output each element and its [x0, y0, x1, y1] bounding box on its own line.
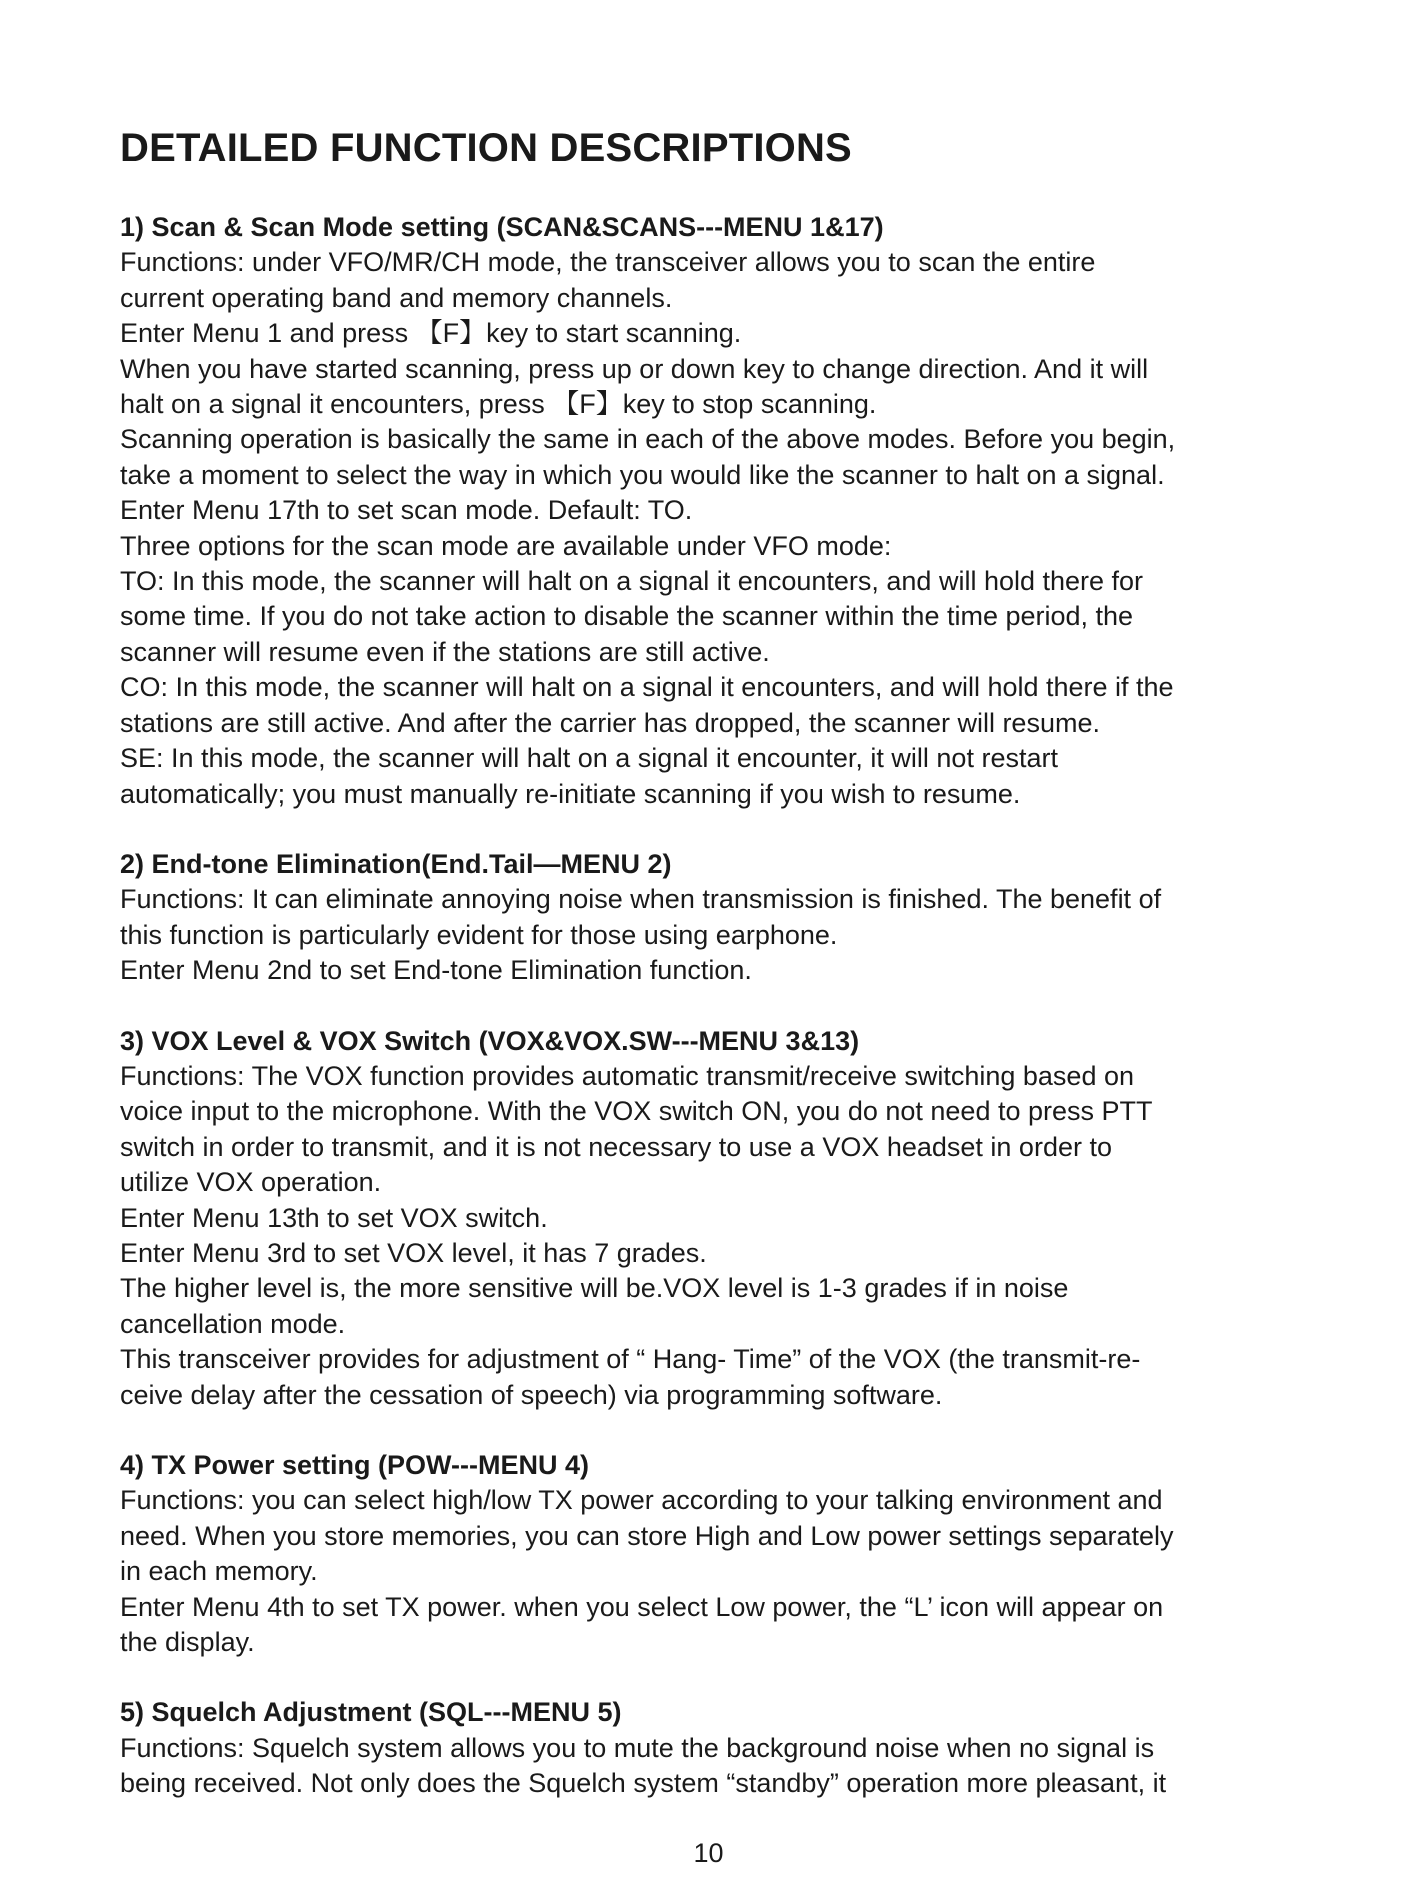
body-line: The higher level is, the more sensitive will be.VOX level is 1-3 grades if in noise: [120, 1273, 1069, 1304]
body-line: Enter Menu 2nd to set End-tone Elimination function.: [120, 955, 752, 986]
body-line: current operating band and memory channels.: [120, 282, 673, 313]
section-heading: 3) VOX Level & VOX Switch (VOX&VOX.SW---MENU 3&13): [120, 1025, 860, 1056]
body-line: this function is particularly evident for those using earphone.: [120, 919, 838, 950]
body-line: Enter Menu 17th to set scan mode. Default: TO.: [120, 495, 693, 526]
body-line: voice input to the microphone. With the VOX switch ON, you do not need to press PTT: [120, 1096, 1153, 1127]
section-squelch: [120, 1695, 1320, 1801]
body-line: automatically; you must manually re-initiate scanning if you wish to resume.: [120, 778, 1021, 809]
body-line: scanner will resume even if the stations are still active.: [120, 636, 770, 667]
section-heading: 5) Squelch Adjustment (SQL---MENU 5): [120, 1697, 622, 1728]
body-line: This transceiver provides for adjustment of “ Hang- Time” of the VOX (the transmit-re-: [120, 1344, 1141, 1375]
body-line: Enter Menu 1 and press 【F】key to start scanning.: [120, 318, 742, 349]
document-page: [120, 124, 1320, 1837]
body-line: Functions: under VFO/MR/CH mode, the transceiver allows you to scan the entire: [120, 247, 1096, 278]
body-line: the display.: [120, 1627, 255, 1658]
section-heading: 1) Scan & Scan Mode setting (SCAN&SCANS---MENU 1&17): [120, 212, 884, 242]
body-line: Functions: The VOX function provides automatic transmit/receive switching based on: [120, 1060, 1135, 1091]
body-line: Scanning operation is basically the same in each of the above modes. Before you begin,: [120, 424, 1176, 455]
body-line: switch in order to transmit, and it is not necessary to use a VOX headset in order to: [120, 1131, 1112, 1162]
body-line: being received. Not only does the Squelch system “standby” operation more pleasant, it: [120, 1768, 1167, 1799]
body-line: SE: In this mode, the scanner will halt on a signal it encounter, it will not restart: [120, 743, 1058, 774]
page-title: DETAILED FUNCTION DESCRIPTIONS: [120, 126, 852, 170]
section-heading: 2) End-tone Elimination(End.Tail—MENU 2): [120, 848, 672, 879]
page-number: 10: [693, 1838, 724, 1868]
body-line: Enter Menu 13th to set VOX switch.: [120, 1202, 548, 1233]
body-line: halt on a signal it encounters, press 【F】key to stop scanning.: [120, 389, 877, 420]
body-line: utilize VOX operation.: [120, 1167, 382, 1198]
body-line: take a moment to select the way in which you would like the scanner to halt on a signal.: [120, 459, 1165, 490]
body-line: stations are still active. And after the carrier has dropped, the scanner will resume.: [120, 707, 1100, 738]
body-line: Functions: It can eliminate annoying noise when transmission is finished. The benefit of: [120, 884, 1162, 915]
body-line: need. When you store memories, you can store High and Low power settings separately: [120, 1520, 1174, 1551]
section-heading: 4) TX Power setting (POW---MENU 4): [120, 1450, 589, 1480]
body-line: TO: In this mode, the scanner will halt on a signal it encounters, and will hold there for: [120, 566, 1144, 597]
body-line: Enter Menu 4th to set TX power. when you select Low power, the “L’ icon will appear on: [120, 1591, 1164, 1622]
section-scan: [120, 210, 1320, 812]
body-line: in each memory.: [120, 1556, 318, 1587]
body-line: CO: In this mode, the scanner will halt on a signal it encounters, and will hold there if the: [120, 672, 1174, 703]
body-line: ceive delay after the cessation of speech) via programming software.: [120, 1379, 943, 1410]
body-line: some time. If you do not take action to disable the scanner within the time period, the: [120, 601, 1134, 632]
body-line: Enter Menu 3rd to set VOX level, it has 7 grades.: [120, 1237, 707, 1268]
body-line: Functions: you can select high/low TX power according to your talking environment and: [120, 1485, 1163, 1516]
section-end-tone: [120, 847, 1320, 989]
section-vox: [120, 1024, 1320, 1413]
section-tx-power: [120, 1448, 1320, 1660]
body-line: When you have started scanning, press up or down key to change direction. And it will: [120, 353, 1149, 384]
body-line: Functions: Squelch system allows you to mute the background noise when no signal is: [120, 1732, 1155, 1763]
body-line: cancellation mode.: [120, 1308, 346, 1339]
body-line: Three options for the scan mode are available under VFO mode:: [120, 530, 892, 561]
